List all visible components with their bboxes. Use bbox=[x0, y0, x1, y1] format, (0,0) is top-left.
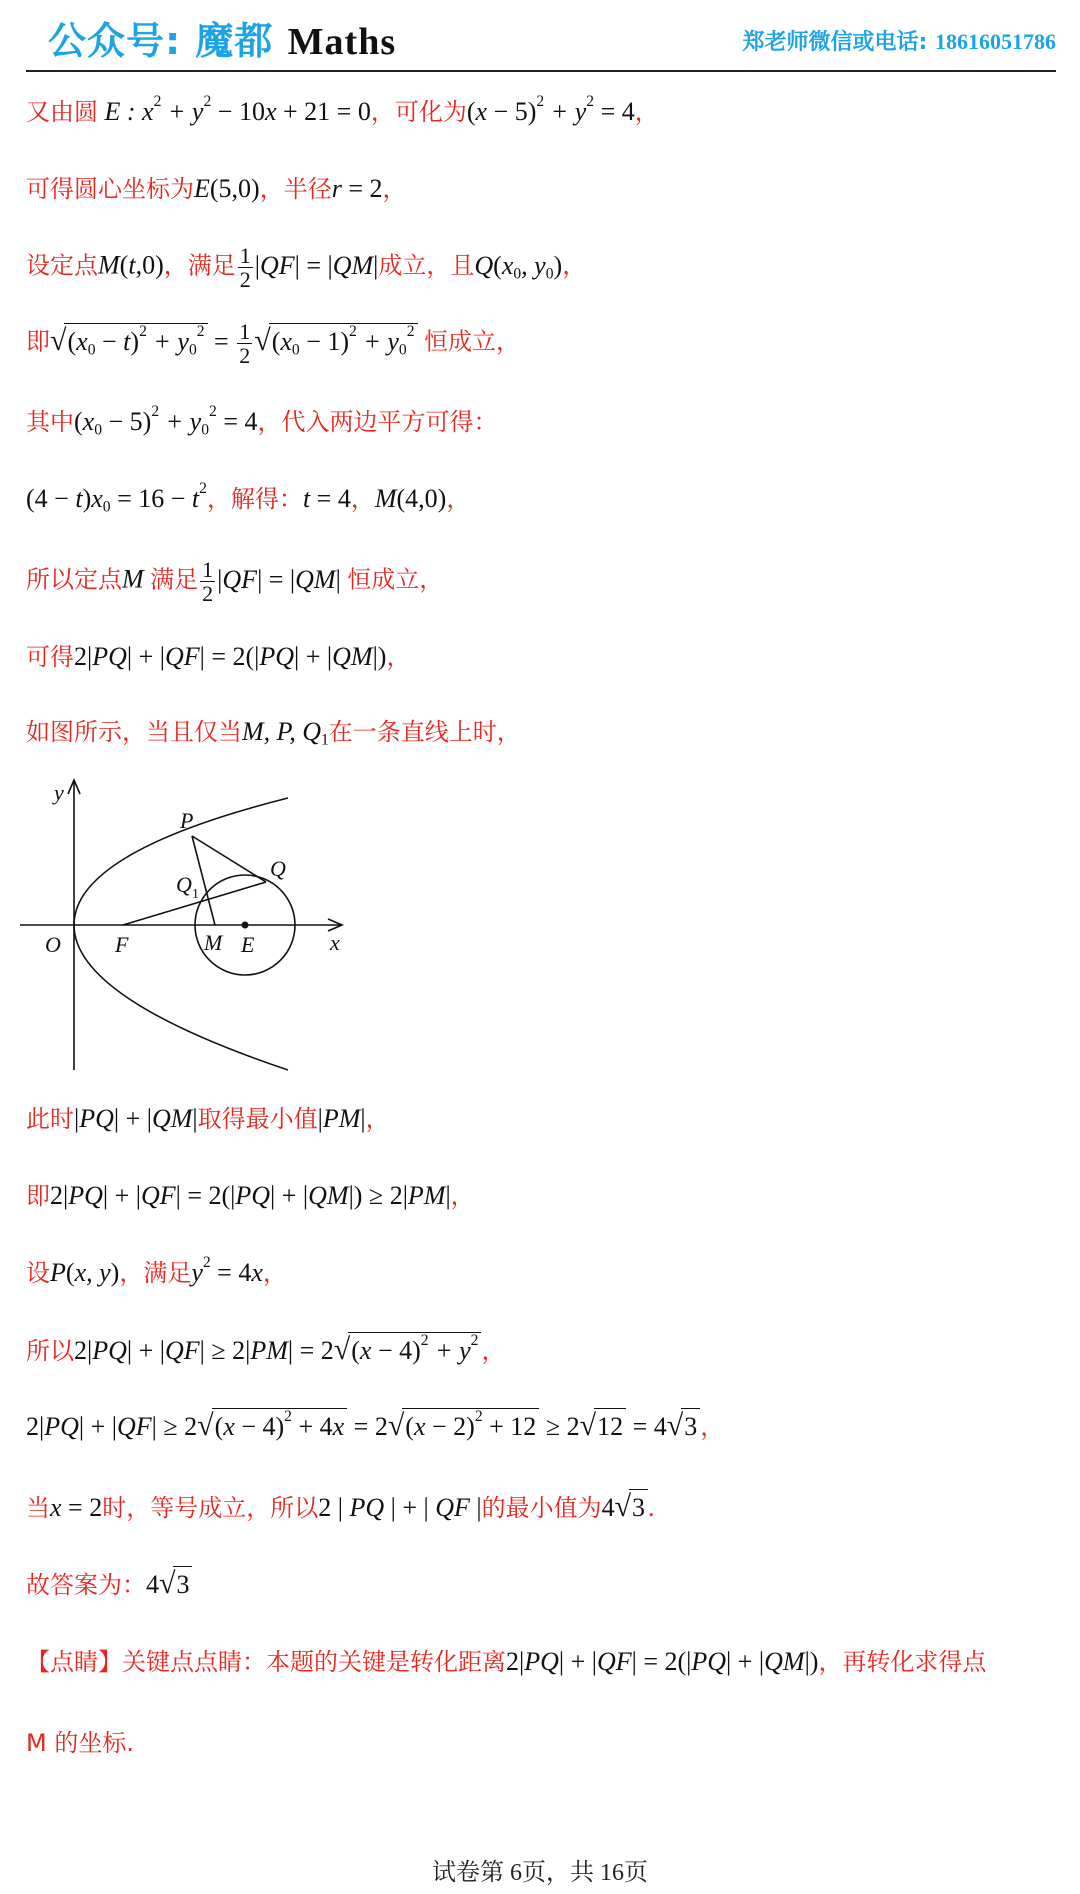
formula: E(5,0) bbox=[194, 174, 260, 203]
formula: r = 2 bbox=[331, 174, 383, 203]
text: ，再转化求得点 bbox=[818, 1648, 987, 1676]
line-16 bbox=[26, 1566, 192, 1602]
text: 其中 bbox=[26, 408, 74, 436]
text: 成立，且 bbox=[378, 251, 475, 280]
text: 又由圆 bbox=[26, 98, 98, 126]
formula: M(t,0) bbox=[98, 250, 164, 280]
line-8: 可得2|PQ| + |QF| = 2(|PQ| + |QM|)， bbox=[26, 642, 411, 671]
formula: 2|PQ| + |QF| = 2(|PQ| + |QM|) ≥ 2|PM| bbox=[50, 1181, 451, 1210]
contact-label: 郑老师微信或电话: bbox=[742, 30, 935, 55]
formula: 2|PQ| + |QF| = 2(|PQ| + |QM|) bbox=[74, 642, 387, 671]
segment-pq bbox=[192, 836, 266, 882]
contact-info bbox=[743, 25, 1056, 56]
page-footer: 试卷第 6页，共 16页 bbox=[432, 1860, 648, 1886]
text: 的最小值为 bbox=[481, 1494, 602, 1522]
label-e: E bbox=[241, 932, 255, 957]
text: 设定点 bbox=[26, 251, 98, 280]
text: 此时 bbox=[26, 1105, 74, 1133]
line-9 bbox=[26, 716, 521, 747]
line-13: 所以$2|PQ| + |QF| \ge 2|PM| = 2√(x - 4)^2 + y^2$ ， bbox=[26, 1331, 506, 1366]
geometry-figure bbox=[20, 770, 350, 1082]
parabola bbox=[74, 798, 288, 1070]
page-header bbox=[26, 0, 1056, 72]
text: 可得圆心坐标为 bbox=[26, 175, 194, 203]
line-10: 此时|PQ| + |QM|取得最小值|PM|， bbox=[26, 1104, 390, 1133]
formula: 4√3 bbox=[146, 1570, 192, 1599]
formula: $(x_0 - 5)^2 + y_0^2 = 4$ bbox=[74, 402, 258, 439]
formula: $2|PQ| + |QF| \ge 2√(x - 4)^2 + 4x = 2√(x - 2)^2 + 12 \ge 2√12 = 4√3$ bbox=[26, 1412, 700, 1441]
label-y: y bbox=[54, 780, 64, 805]
point-e bbox=[242, 922, 249, 929]
text: 恒成立， bbox=[424, 327, 521, 356]
line-4 bbox=[26, 320, 520, 367]
line-3: 设定点M(t,0)，满足 $\frac{1}{2}$ |QF| = |QM|成立，且$Q(x_0$, $y_0$)， bbox=[26, 243, 587, 293]
formula: M(4,0) bbox=[374, 484, 447, 513]
segment-pm bbox=[192, 836, 215, 925]
formula: |PM| bbox=[317, 1104, 366, 1133]
brand-title bbox=[48, 10, 396, 65]
text: ，解得： bbox=[206, 485, 303, 513]
label-q1-sub: 1 bbox=[192, 887, 199, 902]
formula: x = 2 bbox=[50, 1493, 103, 1522]
formula: M bbox=[122, 564, 144, 594]
line-5 bbox=[26, 402, 498, 439]
formula: M, P, $Q_1$ bbox=[242, 717, 329, 749]
formula: $Q(x_0$, $y_0$) bbox=[474, 250, 563, 283]
formula: $\frac{1}{2}$ |QF| = |QM| bbox=[239, 243, 379, 293]
header-rule bbox=[26, 70, 1056, 72]
line-14: $2|PQ| + |QF| \ge 2√(x - 4)^2 + 4x = 2√(x - 2)^2 + 12 \ge 2√12 = 4√3$ ， bbox=[26, 1407, 725, 1442]
text: ，满足 bbox=[163, 251, 236, 280]
text: ，满足 bbox=[119, 1259, 192, 1287]
formula: $(x - 5)^2 + y^2 = 4$ bbox=[466, 92, 635, 126]
formula: |PQ| + |QM| bbox=[74, 1104, 198, 1133]
text: 所以 bbox=[26, 1337, 74, 1365]
text: 如图所示，当且仅当 bbox=[26, 718, 242, 746]
formula: $(4 - t)x_0 = 16 - t^2$ bbox=[26, 479, 207, 516]
text: 【点睛】关键点点睛：本题的关键是转化距离 bbox=[26, 1648, 506, 1676]
line-1: 又由圆 E : $x^2 + y^2 - 10x + 21 = 0$，可化为$(x - 5)^2 + y^2 = 4$， bbox=[26, 92, 659, 126]
line-18 bbox=[26, 1727, 134, 1758]
line-15: 当x = 2时，等号成立，所以2 | PQ | + | QF |的最小值为4√3 . bbox=[26, 1490, 655, 1523]
line-7 bbox=[26, 558, 443, 605]
brand-latin: Maths bbox=[287, 21, 397, 63]
label-f: F bbox=[115, 932, 129, 957]
line-6: $(4 - t)x_0 = 16 - t^2$，解得：t = 4，M(4,0)， bbox=[26, 479, 471, 516]
text: 在一条直线上时， bbox=[328, 718, 521, 746]
text: 当 bbox=[26, 1494, 50, 1522]
text: 故答案为： bbox=[26, 1571, 146, 1599]
text: 所以定点 bbox=[26, 565, 122, 594]
label-m: M bbox=[204, 930, 223, 955]
text: ，半径 bbox=[259, 175, 332, 203]
line-17 bbox=[26, 1646, 986, 1677]
brand-prefix: 公众号: 魔都 bbox=[48, 19, 274, 63]
formula: $2|PQ| + |QF| \ge 2|PM| = 2√(x - 4)^2 + y^2$ bbox=[74, 1336, 481, 1365]
text: 设 bbox=[26, 1259, 50, 1287]
formula: 2 | PQ | + | QF | bbox=[318, 1493, 482, 1522]
formula: 4√3 bbox=[602, 1493, 648, 1522]
formula: $y^2 = 4x$ bbox=[191, 1253, 263, 1287]
contact-number: 18616051786 bbox=[935, 29, 1056, 54]
label-o: O bbox=[45, 932, 61, 957]
formula: t = 4 bbox=[302, 484, 351, 513]
formula: 2|PQ| + |QF| = 2(|PQ| + |QM|) bbox=[506, 1647, 819, 1676]
text: 即 bbox=[26, 327, 50, 356]
text: 可得 bbox=[26, 643, 74, 671]
text: 满足 bbox=[150, 565, 199, 594]
text: M 的坐标. bbox=[26, 1729, 134, 1757]
text: ，代入两边平方可得： bbox=[257, 408, 498, 436]
label-p: P bbox=[180, 808, 194, 833]
label-x: x bbox=[330, 930, 340, 955]
text: 即 bbox=[26, 1182, 50, 1210]
line-11: 即2|PQ| + |QF| = 2(|PQ| + |QM|) ≥ 2|PM|， bbox=[26, 1181, 475, 1210]
line-2: 可得圆心坐标为E(5,0)，半径r = 2， bbox=[26, 174, 407, 203]
formula: $√(x_0 - t)^2 + y_0^2$ = $\frac{1}{2}$ $√(x_0 - 1)^2 + y_0^2$ bbox=[50, 327, 418, 356]
formula: E : $x^2 + y^2 - 10x + 21 = 0$ bbox=[104, 92, 371, 126]
label-q: Q bbox=[270, 856, 286, 881]
formula: P(x, y) bbox=[50, 1258, 120, 1287]
text: 时，等号成立，所以 bbox=[102, 1494, 319, 1522]
formula: $\frac{1}{2}$ |QF| = |QM| bbox=[202, 557, 341, 607]
text: 取得最小值 bbox=[197, 1105, 318, 1133]
label-q1: Q bbox=[176, 872, 192, 897]
line-12: 设P(x, y)，满足$y^2 = 4x$， bbox=[26, 1253, 287, 1287]
text: ，可化为 bbox=[370, 98, 467, 126]
text: 恒成立， bbox=[347, 565, 444, 594]
